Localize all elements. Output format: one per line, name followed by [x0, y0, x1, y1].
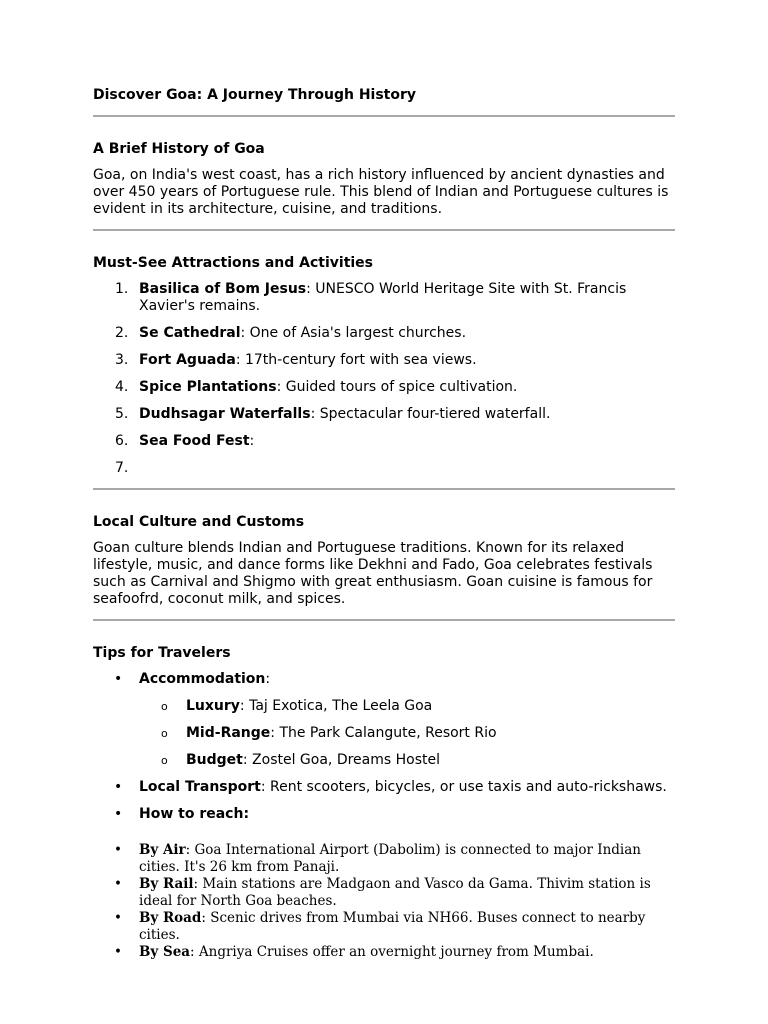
circle-bullet-icon: o	[161, 727, 168, 740]
accommodation-options: : Zostel Goa, Dreams Hostel	[242, 752, 441, 768]
list-item	[93, 910, 675, 943]
attraction-description: : One of Asia's largest churches.	[240, 325, 467, 341]
attraction-description: :	[249, 433, 255, 449]
list-number: 5.	[115, 406, 129, 422]
reach-mode-label: By Sea	[139, 944, 191, 960]
tip-label: How to reach:	[139, 806, 250, 822]
section-divider	[93, 115, 675, 117]
accommodation-tier: Budget	[186, 752, 243, 768]
attraction-description: : Guided tours of spice cultivation.	[276, 379, 518, 395]
list-item	[93, 379, 675, 396]
bullet-icon: •	[114, 842, 122, 858]
list-item	[93, 325, 675, 342]
reach-mode-description: : Goa International Airport (Dabolim) is connected to major Indian cities. It's 26 km from Panaji.	[139, 842, 641, 875]
list-item	[139, 725, 675, 742]
attraction-description: : 17th-century fort with sea views.	[235, 352, 477, 368]
list-item	[93, 281, 675, 315]
bullet-icon: •	[114, 876, 122, 892]
history-heading: A Brief History of Goa	[93, 141, 265, 157]
section-divider	[93, 619, 675, 621]
list-item	[139, 752, 675, 769]
list-item	[93, 944, 675, 961]
bullet-icon: •	[114, 671, 123, 687]
list-item	[93, 352, 675, 369]
list-item	[93, 671, 675, 769]
accommodation-options: : Taj Exotica, The Leela Goa	[239, 698, 433, 714]
document-title: Discover Goa: A Journey Through History	[93, 87, 417, 103]
reach-mode-description: : Angriya Cruises offer an overnight journey from Mumbai.	[190, 944, 594, 960]
culture-paragraph: Goan culture blends Indian and Portuguese traditions. Known for its relaxed lifestyle, music, and dance forms like Dekhni and Fado, Goa celebrates festivals such as Carnival and Shigmo with great enthusiasm. Goan cuisine is famous for seafoofrd, coconut milk, and spices.	[93, 540, 653, 607]
attraction-name: Fort Aguada	[139, 352, 236, 368]
attractions-heading: Must-See Attractions and Activities	[93, 255, 374, 271]
list-number: 2.	[115, 325, 129, 341]
bullet-icon: •	[114, 806, 123, 822]
list-item	[93, 460, 675, 477]
history-paragraph: Goa, on India's west coast, has a rich history influenced by ancient dynasties and over 450 years of Portuguese rule. This blend of Indian and Portuguese cultures is evident in its architecture, cuisine, and traditions.	[93, 167, 669, 217]
accommodation-tier: Luxury	[186, 698, 240, 714]
attraction-name: Se Cathedral	[139, 325, 241, 341]
list-number: 3.	[115, 352, 129, 368]
list-item	[139, 698, 675, 715]
circle-bullet-icon: o	[161, 754, 168, 767]
tip-suffix: :	[265, 671, 271, 687]
accommodation-tier: Mid-Range	[186, 725, 271, 741]
list-number: 4.	[115, 379, 129, 395]
list-number: 7.	[115, 460, 129, 476]
attraction-name: Sea Food Fest	[139, 433, 250, 449]
tips-list	[93, 671, 675, 823]
attractions-list	[93, 281, 675, 477]
reach-mode-label: By Road	[139, 910, 202, 926]
attraction-name: Spice Plantations	[139, 379, 277, 395]
tip-label: Accommodation	[139, 671, 266, 687]
reach-mode-label: By Rail	[139, 876, 194, 892]
section-divider	[93, 488, 675, 490]
reach-modes-list	[93, 842, 675, 961]
circle-bullet-icon: o	[161, 700, 168, 713]
attraction-name: Basilica of Bom Jesus	[139, 281, 307, 297]
list-item	[93, 806, 675, 823]
culture-heading: Local Culture and Customs	[93, 514, 305, 530]
list-number: 6.	[115, 433, 129, 449]
list-number: 1.	[115, 281, 129, 297]
reach-mode-description: : Scenic drives from Mumbai via NH66. Buses connect to nearby cities.	[139, 910, 646, 943]
section-divider	[93, 229, 675, 231]
attraction-description: : Spectacular four-tiered waterfall.	[310, 406, 551, 422]
attraction-description: : UNESCO World Heritage Site with St. Francis Xavier's remains.	[139, 281, 627, 314]
bullet-icon: •	[114, 944, 122, 960]
list-item	[93, 779, 675, 796]
list-item	[93, 406, 675, 423]
list-item	[93, 842, 675, 875]
tips-heading: Tips for Travelers	[93, 645, 231, 661]
bullet-icon: •	[114, 779, 123, 795]
tip-description: : Rent scooters, bicycles, or use taxis and auto-rickshaws.	[260, 779, 667, 795]
list-item	[93, 876, 675, 909]
accommodation-options: : The Park Calangute, Resort Rio	[270, 725, 497, 741]
document-page	[93, 0, 675, 962]
reach-mode-description: : Main stations are Madgaon and Vasco da Gama. Thivim station is ideal for North Goa beaches.	[139, 876, 651, 909]
list-item	[93, 433, 675, 450]
reach-mode-label: By Air	[139, 842, 186, 858]
attraction-name: Dudhsagar Waterfalls	[139, 406, 311, 422]
bullet-icon: •	[114, 910, 122, 926]
tip-label: Local Transport	[139, 779, 261, 795]
accommodation-list	[139, 698, 675, 769]
